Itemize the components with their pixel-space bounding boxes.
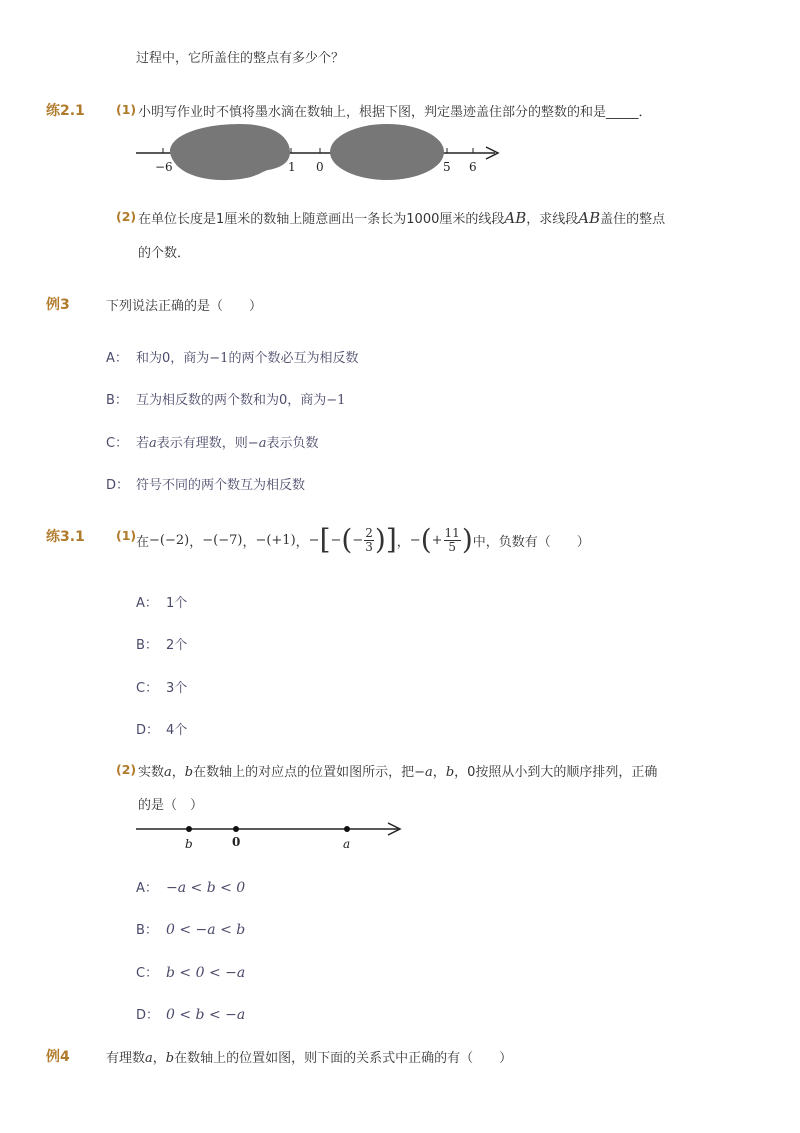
text-span: 互为相反数的两个数和为0，商为 bbox=[136, 393, 327, 408]
option-a[interactable] bbox=[106, 347, 358, 366]
denominator: 5 bbox=[448, 539, 456, 554]
option-text: 2个 bbox=[166, 638, 188, 653]
option-label: D： bbox=[106, 478, 130, 493]
ink-number-line-figure bbox=[130, 118, 510, 188]
option-d[interactable] bbox=[136, 1004, 245, 1023]
part-number: (2) bbox=[116, 762, 137, 777]
part-number: (1) bbox=[116, 528, 137, 543]
tick-label: 6 bbox=[469, 160, 477, 174]
separator: ， bbox=[242, 534, 256, 550]
numerator: 11 bbox=[444, 525, 460, 540]
section-tag-li3: 例3 bbox=[46, 297, 70, 313]
math-sign: + bbox=[431, 532, 443, 548]
tick-label: −6 bbox=[155, 160, 173, 174]
math-var: a bbox=[145, 1051, 153, 1066]
text-span: 实数 bbox=[138, 765, 165, 780]
ink-blot-right bbox=[330, 124, 444, 180]
question-text-expressions bbox=[136, 518, 590, 562]
option-a[interactable] bbox=[136, 592, 187, 611]
math-expr: −1 bbox=[326, 393, 346, 408]
option-math: 0 < b < −a bbox=[166, 1007, 246, 1023]
part-number: (2) bbox=[116, 209, 137, 224]
math-expr: −a bbox=[414, 765, 433, 780]
option-label: A： bbox=[106, 351, 128, 366]
ab-number-line-figure bbox=[130, 815, 410, 855]
fraction bbox=[444, 527, 461, 554]
text-span: 盖住的整点 bbox=[600, 212, 666, 227]
math-expr: −1 bbox=[209, 351, 229, 366]
open-paren: ( bbox=[341, 523, 353, 556]
intro-line: 过程中，它所盖住的整点有多少个？ bbox=[136, 51, 345, 66]
option-label: A： bbox=[136, 881, 158, 896]
ink-blot-left bbox=[170, 124, 290, 180]
tick-label: 0 bbox=[316, 160, 324, 174]
option-d[interactable] bbox=[136, 719, 187, 738]
math-expr: −(−7) bbox=[202, 532, 243, 548]
text-span: 在数轴上的对应点的位置如图所示，把 bbox=[193, 765, 415, 780]
option-c[interactable] bbox=[136, 962, 245, 981]
option-b[interactable] bbox=[136, 919, 245, 938]
point-zero bbox=[233, 826, 239, 832]
option-label: D： bbox=[136, 1008, 160, 1023]
option-c[interactable] bbox=[136, 677, 187, 696]
fraction bbox=[364, 527, 374, 554]
option-math: 0 < −a < b bbox=[166, 922, 246, 938]
text-span: ， bbox=[152, 1051, 166, 1066]
numerator: 2 bbox=[365, 525, 373, 540]
text-span: 和为0，商为 bbox=[136, 351, 210, 366]
math-expr: −(+1) bbox=[255, 532, 296, 548]
math-var: b bbox=[165, 1051, 175, 1066]
text-span: 在 bbox=[136, 534, 150, 550]
option-label: A： bbox=[136, 596, 158, 611]
math-sign: − bbox=[352, 532, 364, 548]
label-b: b bbox=[185, 837, 193, 851]
denominator: 3 bbox=[365, 539, 373, 554]
label-a: a bbox=[343, 837, 351, 851]
option-label: C： bbox=[106, 436, 129, 451]
close-paren: ) bbox=[461, 523, 473, 556]
text-span: 表示负数 bbox=[266, 436, 319, 451]
section-tag-lian21: 练2.1 bbox=[46, 103, 85, 119]
text-span: 若 bbox=[136, 436, 150, 451]
tick-label: 1 bbox=[288, 160, 296, 174]
math-var: AB bbox=[578, 209, 601, 227]
option-label: B： bbox=[136, 638, 158, 653]
option-math: b < 0 < −a bbox=[166, 965, 246, 981]
math-var: AB bbox=[504, 209, 527, 227]
text-span: 有理数 bbox=[106, 1051, 146, 1066]
separator: ， bbox=[189, 534, 203, 550]
math-sign: − bbox=[409, 532, 421, 548]
text-span: 在单位长度是1厘米的数轴上随意画出一条长为1000厘米的线段 bbox=[138, 212, 505, 227]
option-text: 4个 bbox=[166, 723, 188, 738]
math-sign: − bbox=[308, 532, 320, 548]
text-span: ， bbox=[432, 765, 446, 780]
section-tag-li4: 例4 bbox=[46, 1049, 70, 1065]
option-b[interactable] bbox=[106, 389, 345, 408]
question-text bbox=[138, 208, 665, 227]
math-var: b bbox=[445, 765, 455, 780]
separator: ， bbox=[295, 534, 309, 550]
option-b[interactable] bbox=[136, 634, 187, 653]
math-var: a bbox=[149, 436, 157, 451]
option-text: 1个 bbox=[166, 596, 188, 611]
tick-label: 5 bbox=[443, 160, 451, 174]
option-label: C： bbox=[136, 966, 159, 981]
text-span: ， bbox=[171, 765, 185, 780]
option-d[interactable] bbox=[106, 474, 305, 493]
option-math: −a < b < 0 bbox=[166, 880, 246, 896]
text-span: ，0按照从小到大的顺序排列，正确 bbox=[454, 765, 658, 780]
open-paren: ( bbox=[420, 523, 432, 556]
math-var: a bbox=[164, 765, 172, 780]
question-text: 下列说法正确的是（ ） bbox=[106, 299, 263, 314]
option-a[interactable] bbox=[136, 877, 245, 896]
label-zero: 0 bbox=[232, 835, 241, 849]
point-b bbox=[186, 826, 192, 832]
option-label: C： bbox=[136, 681, 159, 696]
question-text bbox=[106, 1047, 512, 1066]
question-text: 小明写作业时不慎将墨水滴在数轴上，根据下图，判定墨迹盖住部分的整数的和是_____． bbox=[138, 105, 652, 120]
option-c[interactable] bbox=[106, 432, 318, 451]
section-tag-lian31: 练3.1 bbox=[46, 529, 85, 545]
part-number: (1) bbox=[116, 102, 137, 117]
close-paren: ) bbox=[374, 523, 386, 556]
text-span: 的两个数必互为相反数 bbox=[228, 351, 359, 366]
option-label: B： bbox=[136, 923, 158, 938]
math-expr: −a bbox=[247, 436, 267, 451]
option-label: B： bbox=[106, 393, 128, 408]
question-text-line2: 的是（ ） bbox=[138, 798, 204, 813]
text-span: 符号不同的两个数互为相反数 bbox=[136, 478, 306, 493]
question-text-line2: 的个数． bbox=[138, 246, 191, 261]
option-text: 3个 bbox=[166, 681, 188, 696]
separator: ， bbox=[396, 534, 410, 550]
close-bracket: ] bbox=[385, 523, 397, 556]
option-label: D： bbox=[136, 723, 160, 738]
open-bracket: [ bbox=[319, 523, 331, 556]
text-span: ，求线段 bbox=[526, 212, 579, 227]
text-span: 在数轴上的位置如图，则下面的关系式中正确的有（ ） bbox=[174, 1051, 513, 1066]
math-var: b bbox=[184, 765, 194, 780]
math-expr: −(−2) bbox=[149, 532, 190, 548]
point-a bbox=[344, 826, 350, 832]
text-span: 表示有理数，则 bbox=[156, 436, 248, 451]
math-sign: − bbox=[330, 532, 342, 548]
text-span: 中，负数有（ ） bbox=[472, 534, 590, 550]
question-text bbox=[138, 761, 657, 780]
